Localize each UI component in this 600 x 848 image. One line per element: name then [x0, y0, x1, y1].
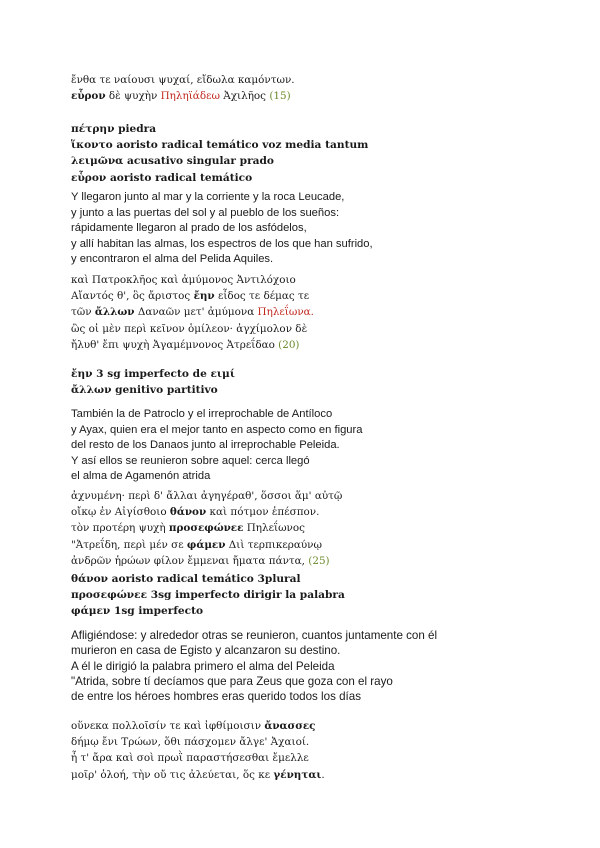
note-line: πέτρην piedra — [71, 123, 157, 135]
greek-red-word: Πηλεΐωνα. — [257, 306, 314, 319]
translation-2 — [71, 407, 551, 485]
grammar-notes-1 — [71, 121, 551, 186]
greek-line: δήμῳ ἔνι Τρώων, ὅθι πάσχομεν ἄλγε' Ἀχαιοί. — [71, 736, 310, 749]
translation-3 — [71, 628, 551, 704]
greek-line: μοῖρ' ὀλοή, τὴν οὔ τις ἀλεύεται, ὅς κε γένηται. — [71, 768, 325, 781]
greek-line: ἔνθα τε ναίουσι ψυχαί, εἴδωλα καμόντων. — [71, 74, 295, 86]
greek-passage-1 — [71, 72, 551, 104]
greek-passage-4 — [71, 718, 551, 783]
translation-line: rápidamente llegaron al prado de los asfódelos, — [71, 222, 307, 234]
line-number: (25) — [308, 554, 330, 567]
greek-line: ἦ τ' ἄρα καὶ σοὶ πρωῒ παραστήσεσθαι ἔμελλε — [71, 752, 309, 765]
note-line: ἵκοντο aoristo radical temático voz media tantum — [71, 139, 369, 152]
greek-highlight: προσεφώνεε — [168, 522, 244, 535]
note-line: προσεφώνεε 3sg imperfecto dirigir la palabra — [71, 589, 345, 602]
greek-highlight: γένηται — [273, 768, 322, 781]
note-line: θάνον aoristo radical temático 3plural — [71, 573, 301, 585]
translation-line: y Ayax, quien era el mejor tanto en aspecto como en figura — [71, 423, 363, 436]
greek-red-word: Πηληϊάδεω — [160, 90, 220, 103]
translation-line: Afligiéndose: y alrededor otras se reunieron, cuantos juntamente con él — [71, 629, 438, 642]
translation-line: y junto a las puertas del sol y al pueblo de los sueños: — [71, 206, 340, 219]
translation-line: y allí habitan las almas, los espectros de los que han sufrido, — [71, 237, 373, 250]
translation-line: murieron en casa de Egisto y alcanzaron su destino. — [71, 644, 341, 658]
grammar-notes-2 — [71, 366, 551, 398]
translation-line: y encontraron el alma del Pelida Aquiles. — [71, 253, 274, 265]
note-line: ἔην 3 sg imperfecto de ειμί — [71, 368, 235, 380]
line-number: (20) — [278, 338, 300, 351]
greek-line: τὸν προτέρη ψυχὴ προσεφώνεε Πηλεΐωνος — [71, 522, 305, 535]
note-line: φάμεν 1sg imperfecto — [71, 605, 204, 618]
grammar-notes-3 — [71, 571, 551, 620]
greek-highlight: θάνον — [169, 506, 207, 519]
translation-1 — [71, 190, 551, 268]
translation-line: Y así ellos se reunieron sobre aquel: cerca llegó — [71, 454, 310, 467]
greek-line: τῶν ἄλλων Δαναῶν μετ' ἀμύμονα Πηλεΐωνα. — [71, 306, 314, 319]
greek-passage-3 — [71, 488, 551, 569]
greek-line: ἀχνυμένη· περὶ δ' ἄλλαι ἀγηγέραθ', ὅσσοι ἅμ' αὐτῷ — [71, 490, 343, 502]
greek-line: οὕνεκα πολλοῖσίν τε καὶ ἰφθίμοισιν ἄνασσες — [71, 720, 316, 732]
translation-line: del resto de los Danaos junto al irreprochable Peleida. — [71, 439, 340, 451]
greek-line: οἴκῳ ἐν Αἰγίσθοιο θάνον καὶ πότμον ἐπέσπον. — [71, 506, 320, 519]
translation-line: el alma de Agamenón atrida — [71, 470, 211, 482]
greek-passage-2 — [71, 272, 551, 353]
greek-highlight: ἄλλων — [94, 306, 135, 319]
line-number: (15) — [269, 90, 291, 103]
translation-line: Y llegaron junto al mar y la corriente y la roca Leucade, — [71, 191, 345, 203]
greek-highlight: εὗρον — [71, 90, 106, 103]
greek-line: καὶ Πατροκλῆος καὶ ἀμύμονος Ἀντιλόχοιο — [71, 274, 296, 286]
greek-line: ἤλυθ' ἔπι ψυχὴ Ἀγαμέμνονος Ἀτρεΐδαο (20) — [71, 338, 300, 351]
greek-line: "Ἀτρεΐδη, περὶ μέν σε φάμεν Διὶ τερπικεραύνῳ — [71, 538, 322, 551]
translation-line: de entre los héroes hombres eras querido todos los días — [71, 690, 362, 704]
greek-highlight: ἔην — [193, 290, 215, 303]
greek-line: ἀνδρῶν ἡρώων φίλον ἔμμεναι ἤματα πάντα, (25) — [71, 554, 330, 567]
greek-line: ὣς οἱ μὲν περὶ κεῖνον ὁμίλεον· ἀγχίμολον δὲ — [71, 322, 308, 335]
note-line: εὗρον aoristo radical temático — [71, 171, 253, 184]
note-line: ἄλλων genitivo partitivo — [71, 384, 218, 397]
greek-highlight: φάμεν — [186, 538, 226, 551]
translation-line: "Atrida, sobre tí decíamos que para Zeus que goza con el rayo — [71, 674, 393, 688]
greek-line: Αἴαντός θ', ὃς ἄριστος ἔην εἶδος τε δέμας τε — [71, 290, 310, 303]
translation-line: También la de Patroclo y el irreprochable de Antíloco — [71, 408, 333, 420]
greek-line: εὗρον δὲ ψυχὴν Πηληϊάδεω Ἀχιλῆος (15) — [71, 90, 291, 103]
note-line: λειμῶνα acusativo singular prado — [71, 155, 274, 168]
translation-line: A él le dirigió la palabra primero el alma del Peleida — [71, 659, 335, 673]
greek-highlight: ἄνασσες — [264, 720, 316, 732]
